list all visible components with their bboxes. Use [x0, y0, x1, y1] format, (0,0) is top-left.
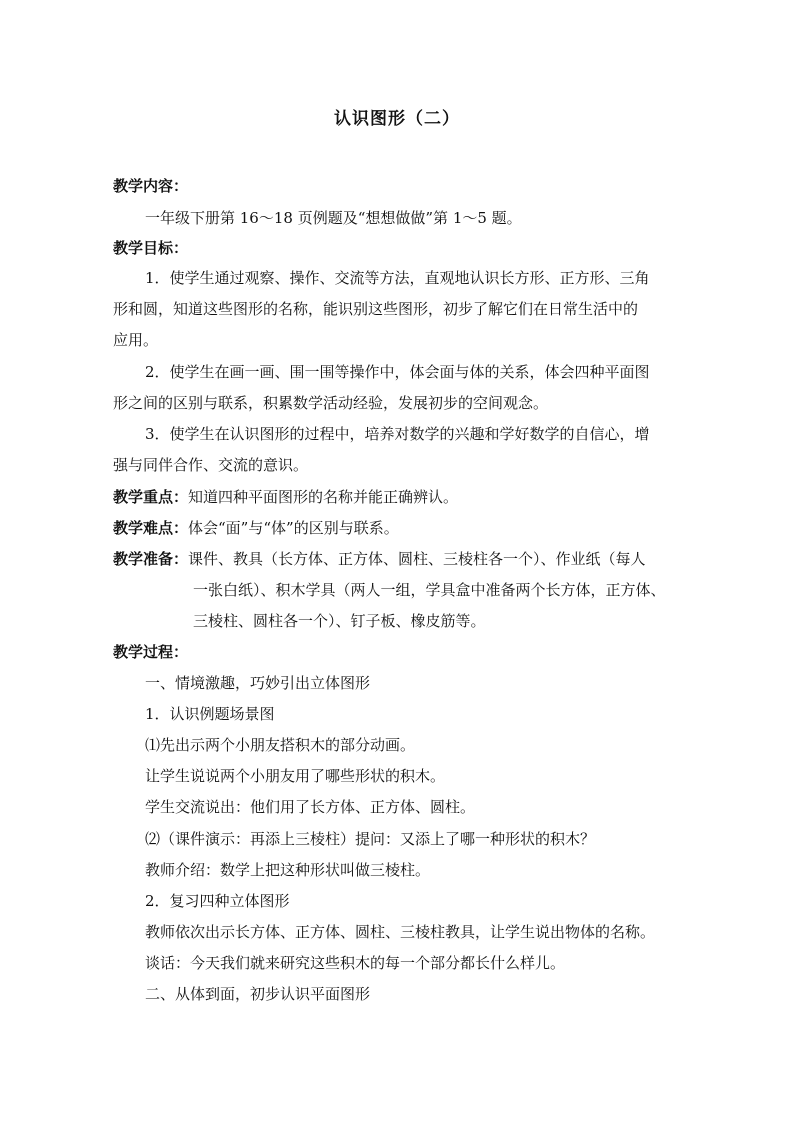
preparation-label: 教学准备： — [113, 550, 189, 568]
preparation-line-1: 课件、教具（长方体、正方体、圆柱、三棱柱各一个）、作业纸（每人 — [188, 550, 646, 568]
document-title: 认识图形（二） — [334, 109, 460, 129]
key-point-row — [113, 487, 458, 507]
objective-2-line-1: 2．使学生在画一画、围一围等操作中，体会面与体的关系，体会四种平面图 — [145, 363, 650, 381]
key-point-label: 教学重点： — [113, 488, 189, 506]
process-line: 让学生说说两个小朋友用了哪些形状的积木。 — [145, 767, 446, 785]
difficulty-row — [113, 518, 399, 538]
process-line: ⑵（课件演示：再添上三棱柱）提问：又添上了哪一种形状的积木？ — [145, 830, 596, 848]
key-point-text: 知道四种平面图形的名称并能正确辨认。 — [188, 488, 459, 506]
difficulty-label: 教学难点： — [113, 519, 189, 537]
process-line: ⑴先出示两个小朋友搭积木的部分动画。 — [145, 736, 416, 754]
objective-1-line-2: 形和圆，知道这些图形的名称，能识别这些图形，初步了解它们在日常生活中的 — [113, 300, 639, 318]
process-line: 2．复习四种立体图形 — [145, 892, 290, 910]
objective-2-line-2: 形之间的区别与联系，积累数学活动经验，发展初步的空间观念。 — [113, 394, 549, 412]
objective-3-line-2: 强与同伴合作、交流的意识。 — [113, 456, 309, 474]
process-line: 1．认识例题场景图 — [145, 705, 275, 723]
process-line: 学生交流说出：他们用了长方体、正方体、圆柱。 — [145, 798, 476, 816]
objective-1-line-1: 1．使学生通过观察、操作、交流等方法，直观地认识长方形、正方形、三角 — [145, 269, 650, 287]
process-line: 教师依次出示长方体、正方体、圆柱、三棱柱教具，让学生说出物体的名称。 — [145, 923, 656, 941]
process-line: 教师介绍：数学上把这种形状叫做三棱柱。 — [145, 861, 431, 879]
objective-3-line-1: 3．使学生在认识图形的过程中，培养对数学的兴趣和学好数学的自信心，增 — [145, 425, 650, 443]
preparation-line-3: 三棱柱、圆柱各一个）、钉子板、橡皮筋等。 — [193, 612, 486, 630]
content-text: 一年级下册第 16～18 页例题及“想想做做”第 1～5 题。 — [145, 209, 522, 227]
process-heading: 教学过程： — [113, 643, 189, 661]
process-line: 二、从体到面，初步认识平面图形 — [145, 985, 371, 1003]
difficulty-text: 体会“面”与“体”的区别与联系。 — [188, 519, 399, 537]
objective-1-line-3: 应用。 — [113, 331, 159, 349]
process-line: 一、情境激趣，巧妙引出立体图形 — [145, 674, 371, 692]
preparation-row — [113, 549, 646, 569]
process-line: 谈话：今天我们就来研究这些积木的每一个部分都长什么样儿。 — [145, 954, 566, 972]
objectives-heading: 教学目标： — [113, 239, 189, 257]
preparation-line-2: 一张白纸）、积木学具（两人一组，学具盒中准备两个长方体，正方体、 — [193, 581, 666, 599]
content-heading: 教学内容： — [113, 177, 189, 195]
